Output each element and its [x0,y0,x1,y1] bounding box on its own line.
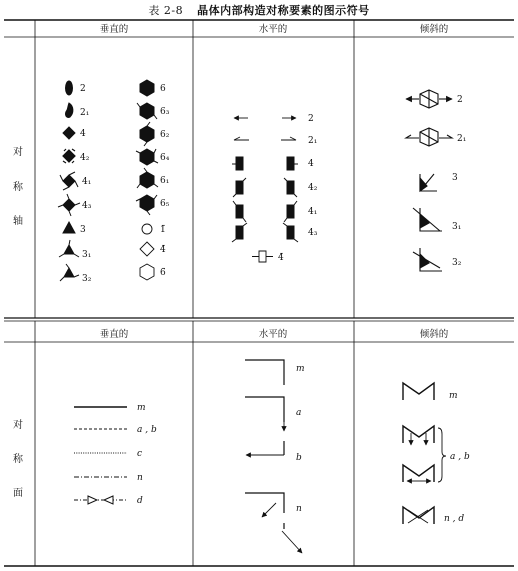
inclined-screw-3fold-icon [413,208,442,231]
screw-4fold-icon [63,149,75,163]
horizontal-plane-label: m [296,364,305,374]
hexagon-6fold-icon [137,168,158,188]
screw-2fold-icon [66,103,73,117]
square-4fold-icon [63,127,75,139]
hexagon-rotoinversion-icon [140,264,154,280]
vertical-axis-label: 6₁ [160,176,170,186]
screw-3fold-icon [60,264,79,281]
horizontal-axis-symbols [232,118,298,262]
inclined-glide-icon [403,426,434,445]
vertical-plane-label: m [137,403,146,413]
inclined-plane-label: a , b [450,452,470,462]
caption-number: 表 2-8 [148,4,184,17]
diagonal-glide-icon [245,493,284,517]
horizontal-plane-label: a [296,408,302,418]
inclined-axis-label: 2 [457,95,463,105]
ellipse-2fold-icon [66,81,73,95]
hexagon-6fold-icon [140,80,154,96]
vertical-axis-labels-right [160,84,170,278]
inclined-axis-symbols [406,90,452,271]
diamond-glide-icon [74,496,127,504]
row-label-plane-1: 对 [13,420,23,431]
mirror-corner-icon [245,360,284,385]
vertical-axis-label: 6₄ [160,153,170,163]
vertical-plane-label: d [137,496,143,506]
inclined-mirror-icon [403,383,434,400]
vertical-axis-label: 3 [80,225,86,235]
vertical-axis-label: 6₂ [160,130,170,140]
vertical-axis-label: 1̄ [160,225,166,235]
vertical-axis-label: 4₃ [82,201,92,211]
vertical-axis-label: 6 [160,84,166,94]
inclined-axis-label: 3 [452,173,458,183]
inclined-axis-label: 3₁ [452,222,462,232]
vertical-plane-symbols [74,407,127,504]
vertical-axis-label: 4₁ [82,177,92,187]
rotoinversion-horizontal-icon [252,251,273,262]
header-vertical-axis: 垂直的 [99,24,129,35]
horizontal-plane-label: b [296,453,302,463]
hexagon-6fold-icon [136,195,157,215]
vertical-plane-labels [137,403,157,506]
inclined-plane-label: n , d [444,514,465,524]
brace-icon [438,428,446,482]
vertical-axis-label: 4̄ [160,245,166,255]
circle-inversion-icon [142,224,152,234]
inclined-diagonal-glide-icon [403,507,434,524]
horizontal-axis-label: 4 [308,159,314,169]
inclined-glide-icon [403,465,434,482]
header-inclined-plane: 倾斜的 [419,329,449,340]
inclined-screw-2fold-icon [406,128,452,146]
horizontal-plane-symbols [245,360,302,553]
vertical-axis-label: 4 [80,129,86,139]
screw-3fold-icon [59,240,79,257]
inclined-axis-label: 3₂ [452,258,462,268]
horizontal-axis-label: 4₂ [308,183,318,193]
vertical-axis-label: 6₅ [160,199,170,209]
vertical-axis-label: 2₁ [80,108,90,118]
horizontal-axis-label: 4₃ [308,228,318,238]
vertical-axis-labels-left [80,84,92,284]
inclined-plane-labels [444,391,470,524]
vertical-axis-label: 3₁ [82,250,92,260]
half-arrow-icon [234,137,249,140]
vertical-axis-label: 4₂ [80,153,90,163]
inclined-plane-label: m [449,391,458,401]
caption-title: 晶体内部构造对称要素的图示符号 [197,4,370,17]
vertical-plane-label: c [137,449,143,459]
header-horizontal-plane: 水平的 [258,329,288,340]
hexagon-6fold-icon [136,149,158,165]
vertical-axis-symbols-left [58,81,80,281]
vertical-axis-label: 6̄ [160,268,166,278]
horizontal-axis-labels [278,114,318,263]
row-label-axis-3: 轴 [13,216,23,227]
inclined-3fold-icon [420,174,437,191]
horizontal-plane-labels [296,364,305,514]
row-label-plane-3: 面 [13,488,23,499]
row-label-axis-2: 称 [13,182,23,193]
screw-4fold-icon [58,194,80,216]
inclined-2fold-icon [406,90,452,108]
hexagon-6fold-icon [140,122,154,146]
inclined-plane-symbols [403,383,446,524]
row-label-axis-1: 对 [13,147,23,158]
vertical-axis-label: 3₂ [82,274,92,284]
horizontal-axis-label: 2 [308,114,314,124]
screw-4fold-icon [60,172,78,190]
horizontal-plane-label: n [296,504,302,514]
inclined-screw-3fold-icon [413,248,442,271]
horizontal-axis-label: 4₁ [308,207,318,217]
horizontal-axis-label: 2₁ [308,136,318,146]
inclined-axis-labels [452,95,466,268]
vertical-plane-label: a , b [137,425,157,435]
inclined-axis-label: 2₁ [457,134,467,144]
vertical-axis-symbols-right [136,80,158,215]
vertical-plane-label: n [137,473,143,483]
header-vertical-plane: 垂直的 [99,329,129,340]
glide-corner-icon [246,441,284,455]
vertical-axis-label: 2 [80,84,86,94]
horizontal-axis-label: 4̄ [278,253,284,263]
vertical-axis-label: 6₃ [160,107,170,117]
half-arrow-icon [281,137,296,140]
header-horizontal-axis: 水平的 [258,24,288,35]
hexagon-6fold-icon [137,103,157,119]
glide-corner-icon [245,397,284,431]
row-label-plane-2: 称 [13,454,23,465]
triangle-3fold-icon [63,222,75,233]
inversion-symbols [140,224,154,280]
diamond-rotoinversion-icon [140,242,154,256]
diagonal-glide-icon [282,523,302,553]
header-inclined-axis: 倾斜的 [419,24,449,35]
